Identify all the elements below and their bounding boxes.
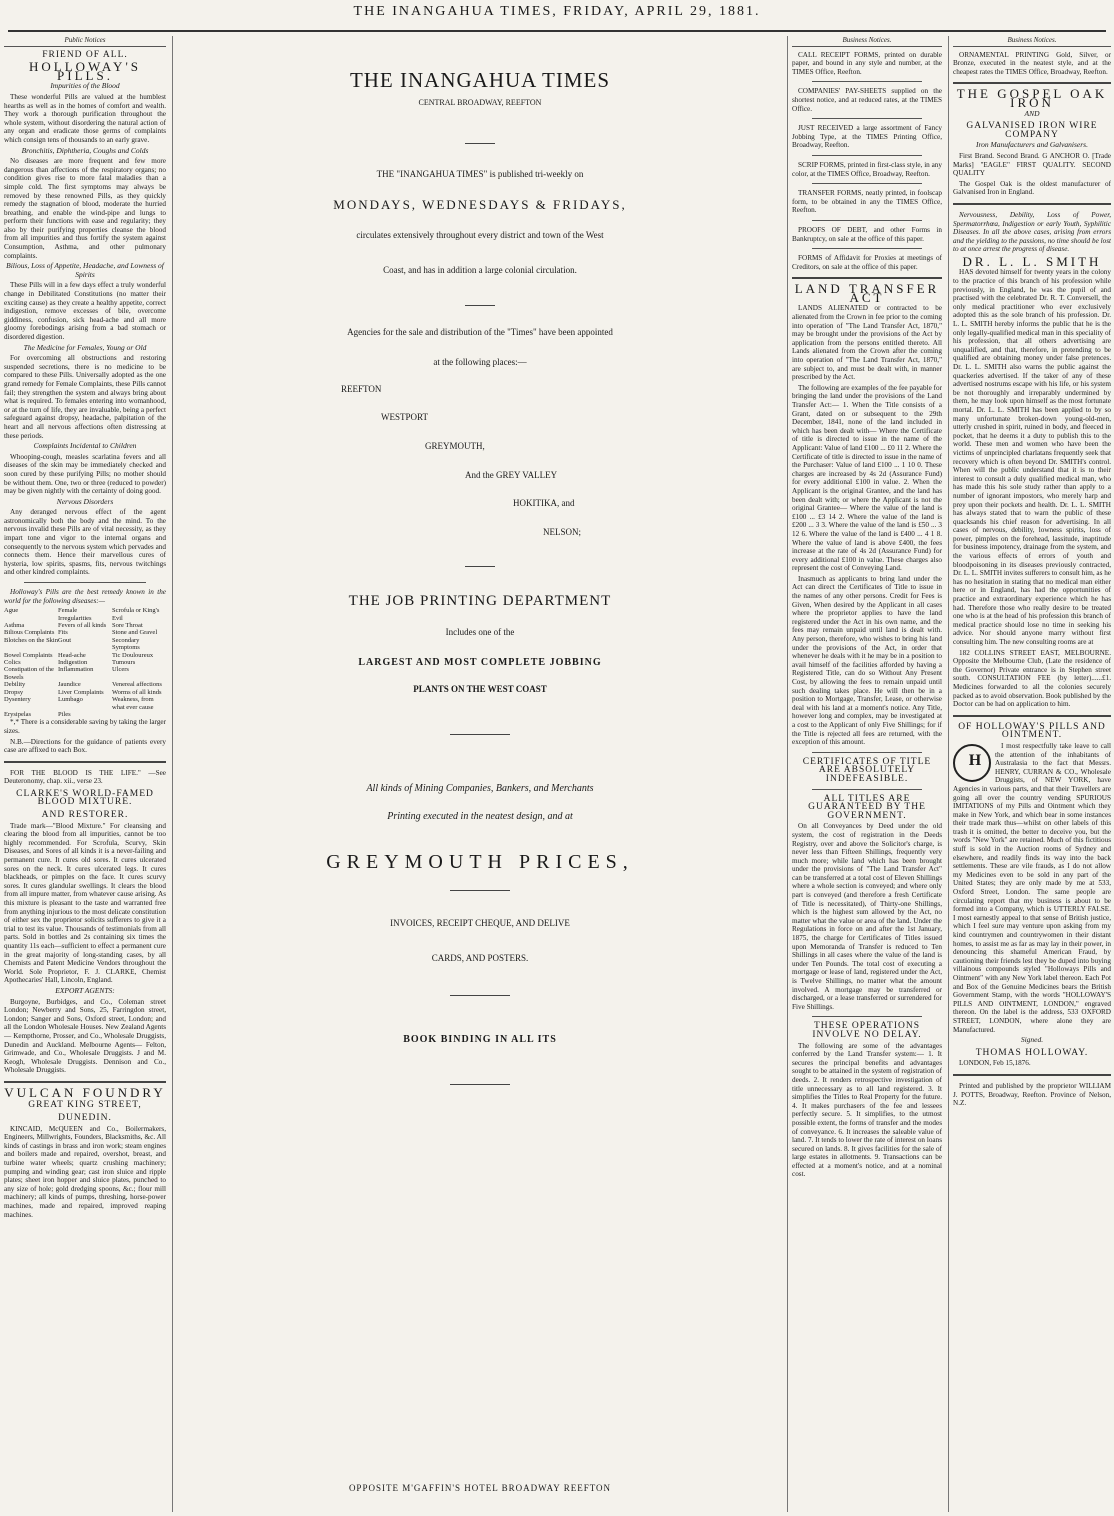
column-business-notices-right (948, 36, 1111, 1512)
largest-line: LARGEST AND MOST COMPLETE JOBBING (358, 656, 602, 668)
gospel-and: AND (1024, 108, 1040, 118)
disease-item: Worms of all kinds (112, 688, 162, 696)
note: N.B.—Directions for the guidance of patients every case are affixed to each Box. (4, 737, 166, 755)
holloway-caution-title: OF HOLLOWAY'S PILLS AND OINTMENT. (958, 721, 1106, 741)
place-item: REEFTON (341, 383, 382, 394)
paragraph: The Gospel Oak is the oldest manufacturer of Galvanised Iron in England. (953, 179, 1111, 197)
disease-item: Fits (58, 629, 68, 637)
disease-item: Scrofula or King's Evil (112, 607, 160, 622)
disease-item: Fevers of all kinds (58, 622, 107, 630)
invoices-line: INVOICES, RECEIPT CHEQUE, AND DELIVE (390, 918, 570, 929)
divider (450, 1084, 510, 1085)
disease-item: Female Irregularities (58, 607, 92, 622)
clarke-title: CLARKE'S WORLD-FAMED BLOOD MIXTURE. (16, 788, 154, 808)
trade-mark-logo-icon: H (953, 744, 991, 782)
paragraph: Whooping-cough, measles scarlatina fevers and all diseases of the skin may be immediately checked and soon cured by these purifying Pills; no mother should be without them. One, two or three (reduced to powder) may be given nightly with the certainty of doing good. (4, 452, 166, 496)
paragraph: 182 COLLINS STREET EAST, MELBOURNE. Opposite the Melbourne Club, (Late the residence of the Governor) Private entrance is in Stephen street south. CONSULTATION FEE (by letter)......£1. Medicines forwarded to all the colonies securely packed as to avoid observation. Book published by the Doctor can be had on application to him. (953, 648, 1111, 709)
divider (812, 248, 922, 249)
column-business-notices (792, 36, 942, 1512)
disease-item: Sore Throat (112, 622, 143, 630)
disease-item: Blotches on the Skin (4, 636, 58, 644)
notice: JUST RECEIVED a large assortment of Fancy Jobbing Type, at the TIMES Printing Office, Broadway, Reefton. (792, 124, 942, 150)
notice: CALL RECEIPT FORMS, printed on durable paper, and bound in any style and number, at the TIMES Office, Reefton. (792, 50, 942, 76)
divider (4, 761, 166, 763)
disease-item: Venereal affections (112, 681, 162, 689)
signed: Signed. (1020, 1035, 1044, 1045)
disease-item: Inflammation (58, 666, 94, 674)
notice: SCRIP FORMS, printed in first-class style, in any color, at the TIMES Office, Broadway, Reefton. (792, 160, 942, 178)
divider (812, 220, 922, 221)
divider (953, 203, 1111, 205)
gospel-subtitle: Iron Manufacturers and Galvanisers. (976, 140, 1088, 150)
notice: COMPANIES' PAY-SHEETS supplied on the shortest notice, and at reduced rates, at the TIMES Office. (792, 87, 942, 113)
column-public-notices (4, 36, 166, 1512)
disease-item: Debility (4, 681, 26, 689)
divider (450, 995, 510, 996)
disease-item: Head-ache (58, 651, 86, 659)
holloway-title: HOLLOWAY'S PILLS. (28, 59, 142, 83)
notice: ORNAMENTAL PRINTING Gold, Silver, or Bronze, executed in the neatest style, and at the cheapest rates the TIMES Office, Broadway, Reefton. (953, 50, 1111, 76)
paragraph: HAS devoted himself for twenty years in the colony to the practice of this branch of his profession while previously, in England, he was the pupil of and practised with the celebrated Dr. R. T. Conversell, the only medical practitioner who ever exclusively adopted this as the sole branch of his profession. Dr. L. L. SMITH hereby informs the public that he is the only legally-qualified medical man in this speciality of his profession, that all others advertising are unqualified, and that, therefore, in pretending to be qualified are obtaining money under false pretences. Dr. L. L. SMITH also warns the public against the quackeries advertised. If the taker of any of these advertised nostrums escape with his life, or his system be not thoroughly and irreparably undermined by them, he may look upon himself as the most fortunate mortal. Dr. L. L. SMITH has been applied to by so many unfortunate broken-down young-old-men, utterly crushed in spirit, ruined in body, and fleeced in pocket, that he deems it a duty to publish this to the world. These men and women who have been the victims of unprincipled charlatans frequently seek that recovery which is often beyond Dr. SMITH's control. When will the public understand that it is to their interest to consult a duly qualified medical man, who has made this his sole study rather than apply to a number of ignorant impostors, who merely harp and prey upon their pockets and health. Dr. L. L. SMITH has always stated that to warn the public of these quacksands his chief reason for advertising. In all cases of nervous, debility, lowness spirits, loss of power, pimples on the forehead, lassitude, inaptitude for business impotency, drainage from the system, and the various effects of errors of youth and bloodpoisoning in its diseases previously contracted, Dr. L. L. SMITH invites sufferers to consult him, as he has no hesitation in stating that no medical man either here or in England, has had the opportunities of practice and extraordinary experience which he has had. Therefore those who really desire to be treated one who is at the head of his profession this branch of medical practice should lose no time in seeking his advice. Nor should anyone marry without first consulting him. The new consulting rooms are at (953, 268, 1111, 646)
paper-address: CENTRAL BROADWAY, REEFTON (418, 97, 542, 107)
column-heading: Public Notices (4, 36, 166, 47)
sign-date: LONDON, Feb 15,1876. (959, 1059, 1031, 1068)
disease-list-intro: Holloway's Pills are the best remedy known in the world for the following diseases:— (4, 588, 166, 605)
paragraph: The following are some of the advantages conferred by the Land Transfer system:— 1. It secures the principal benefits and advantages sought to be attained in the system of registration of deeds. 2. It renders retrospective investigation of title unnecessary as to all land registered. 3. It simplifies the Titles to Real Property for the future. 4. It makes purchasers of the fee and lessees perfectly secure. 5. It simplifies, to the utmost possible extent, the forms of transfer and the modes of conveyance. 6. It increases the saleable value of land. 7. It tends to lower the rate of interest on loans secured on lands. 8. It gives facilities for the sale of large estates in allotments. 9. Transactions can be effected at a moment's notice, and at a nominal cost. (792, 1041, 942, 1179)
place-item: NELSON; (543, 526, 581, 537)
blood-title: FOR THE BLOOD IS THE LIFE." —See Deuteronomy, chap. xii., verse 23. (4, 768, 166, 786)
gospel-oak-title-2: GALVANISED IRON WIRE COMPANY (966, 121, 1098, 140)
divider (812, 155, 922, 156)
published-line: THE "INANGAHUA TIMES" is published tri-weekly on (376, 169, 584, 180)
divider (465, 566, 495, 567)
disease-item: Constipation of the Bowels (4, 666, 54, 681)
paragraph: These wonderful Pills are valued at the humblest hearths as well as in the homes of comfort and wealth. They work a thorough purification throughout the whole system, without disordering the natural action of any organ and eradicate those germs of complaints which consign tens of thousands to an early grave. (4, 92, 166, 144)
masthead: THE INANGAHUA TIMES, FRIDAY, APRIL 29, 1881. (353, 4, 761, 19)
signer: THOMAS HOLLOWAY. (975, 1047, 1089, 1058)
divider (812, 1016, 922, 1017)
place-item: HOKITIKA, and (513, 498, 575, 509)
paragraph: No diseases are more frequent and few more dangerous than affections of the respiratory organs; no condition gives rise to more fatal maladies than a simple cold. The first symptoms may always be removed by these renowned Pills, as they quickly remedy the stagnation of blood, moderate the hurried breathing, and enable the wind-pipe and lungs to perform their functions with ease and regularity; they also by their purifying properties cleanse the blood from all impurities and thus fortify the system against Consumption, Asthma, and other pulmonary complaints. (4, 157, 166, 260)
disease-item: Dysentery (4, 696, 31, 704)
note: *,* There is a considerable saving by taking the larger sizes. (4, 718, 166, 735)
paragraph: Burgoyne, Burbidges, and Co., Coleman street London; Newberry and Sons, 25, Farringdon street, London; Sanger and Sons, Oxford street, London; and all the London Wholesale Houses. New Zealand Agents— Kempthorne, Prosser, and Co., Wholesale Druggists, Dunedin and Auckland. Melbourne Agents— Felton, Grimwade, and Co., Wholesale Druggists. J and M. Keogh, Wholesale Druggists. Dennison and Co., Wholesale Druggists. (4, 997, 166, 1075)
divider (812, 789, 922, 790)
operations-title: THESE OPERATIONS INVOLVE NO DELAY. (812, 1021, 922, 1040)
printing-line: Printing executed in the neatest design, and at (387, 811, 573, 823)
divider (4, 1081, 166, 1083)
paragraph (953, 742, 1111, 1034)
disease-item: Bowel Complaints (4, 651, 53, 659)
paragraph: On all Conveyances by Deed under the old system, the cost of registration in the Deeds Registry, over and above the Solicitor's charge, is never less than Fifteen Shillings, frequently very much more; while land which has been brought under the provisions of "The Land Transfer Act" can be transferred at a total cost of Eleven Shillings where a whole section is conveyed; and where only part is conveyed (and therefore a fresh Certificate of Title is necessitated), of Thirty-one Shillings, which is the highest sum allowed by the Act, no matter what the value or area of the land. Under the Regulations in force on and after the 1st January, 1875, the charge for Certificates of Titles issued upon Memoranda of Transfer is reduced to Ten Shillings in all cases where the value of the land is under Ten Pounds. The total cost of executing a mortgage or lease of land, registered under the Act, is Twelve Shillings, no matter what the amount involved. A mortgage may be transferred or discharged, or a lease transferred or surrendered for Five Shillings. (792, 822, 942, 1011)
paragraph: These Pills will in a few days effect a truly wonderful change in Debilitated Constitutions (no matter their exciting cause) as they create a healthy appetite, correct indigestion, remove excesses of bile, overcome giddiness, confusion, sick head-ache and all more gloomy forebodings arising from a bad stomach or disordered digestion. (4, 281, 166, 341)
divider (953, 82, 1111, 84)
vulcan-street: GREAT KING STREET, (28, 1100, 142, 1111)
plants-line: PLANTS ON THE WEST COAST (413, 684, 547, 695)
disease-item: Lumbago (58, 696, 83, 704)
office-address-footer: OPPOSITE M'GAFFIN'S HOTEL BROADWAY REEFTON (348, 1483, 612, 1493)
smith-title: DR. L. L. SMITH (962, 253, 1102, 269)
land-transfer-title: LAND TRANSFER ACT (794, 281, 940, 305)
divider (812, 81, 922, 82)
divider (450, 734, 510, 735)
gospel-oak-title: THE GOSPEL OAK IRON (956, 86, 1108, 110)
disease-item: Stone and Gravel (112, 629, 158, 637)
paragraph: The following are examples of the fee payable for bringing the land under the provisions of the Land Transfer Act:— 1. When the Title consists of a Grant, dated on or subsequent to the 29th December, 1841, none of the land included in which has been dealt with— Where the Certificate of title is directed to issue in the name of the Applicant: Value of land £100 ... £0 11 2. Where the Certificate of title is directed to issue in the name of the Purchaser: Value of land £100 ... 1 10 0. These charges are increased by 4s 2d (Assurance Fund) for every additional £100 in value. 2. When the Applicant is the original Grantee, and the land has been dealt with; or where the Applicant is not the original Grantee— Where the value of the land is £100 ... £3 14 2. Where the value of the land is £200 ... 3 3. Where the value of the land is £50 ... 3 12 6. Where the value of the land is £400 ... 4 1 8. Where the value of land is above £400, the fees increase at the rate of 4s 2d (Assurance Fund) for every additional £100 in value. These charges also represent the cost of Conveying Land. (792, 383, 942, 573)
vulcan-title: VULCAN FOUNDRY (4, 1084, 166, 1100)
divider (953, 715, 1111, 717)
divider (812, 118, 922, 119)
restorer-title: AND RESTORER. (41, 810, 129, 821)
disease-item: Ulcers (112, 666, 129, 674)
holloway-caution-text: I most respectfully take leave to call the attention of the inhabitants of Australasia to the fact that Messrs. HENRY, CURRAN & CO., Wholesale Druggists, of NEW YORK, have Agencies in various parts, and that their Travellers are going all over the country vending SPURIOUS IMITATIONS of my Pills and Ointment which they make in New York, and which bear in some instances their trade mark thus—whilst on other labels of this trash it is omitted, the better to deceive you, but the words "New York" are retained. Much of this fictitious stuff is sold in the Auction rooms of Sydney and elsewhere, and readily finds its way into the back settlements. These are vile frauds, as I do not allow my Medicines even to be sold in any part of the United States; they are only made by me at 533, Oxford Street, London. The same people are circulating report that my business is about to be formed into a Company, which is UTTERLY FALSE. I most earnestly appeal to that sense of British justice, which I feel sure may venture upon asking from my kind countrymen and countrywomen in their distant homes, to assist me as far as may lay in their power, in denouncing this shameful American Fraud, by cautioning their friends lest they be duped into buying villainous compounds styled "Holloways Pills and Ointment" with any New York label thereon. Each Pot and Box of the Genuine Medicines bears the British Government Stamp, with the words "HOLLOWAY'S PILLS AND OINTMENT, LONDON," engraved thereon. On the label is the address, 533 OXFORD STREET, LONDON, where alone they are Manufactured. (953, 741, 1111, 1034)
job-printing-title: THE JOB PRINTING DEPARTMENT (348, 593, 612, 610)
disease-item: Weakness, from what ever cause (112, 696, 154, 711)
divider (792, 277, 942, 279)
disease-item: Secondary Symptoms (112, 636, 140, 652)
column-times-notice (172, 36, 788, 1512)
disease-item: Liver Complaints (58, 688, 104, 696)
subhead-nervous: Nervous Disorders (56, 496, 114, 506)
publication-days: MONDAYS, WEDNESDAYS & FRIDAYS, (333, 196, 627, 212)
notice: TRANSFER FORMS, neatly printed, in foolscap form, to be obtained in any the TIMES Office, Reefton. (792, 189, 942, 215)
divider (450, 890, 510, 891)
column-heading: Business Notices. (953, 36, 1111, 47)
disease-item: Ague (4, 607, 19, 615)
friend-heading: FRIEND OF ALL. (42, 49, 128, 60)
disease-item: Piles (58, 710, 71, 718)
paragraph: Trade mark—"Blood Mixture." For cleansing and clearing the blood from all impurities, cannot be too highly recommended. For Scrofula, Scurvy, Skin Diseases, and Sores of all kinds it is a never-failing and permanent cure. It cures old sores. It cures ulcerated sores on the neck. It cures ulcerated legs. It cures blackheads, or pimples on the face. It cures scurvy sores. It cures glandular swellings. It clears the blood from all impure matter, from whatever cause arising. As this mixture is pleasant to the taste and warranted free from anything injurious to the most delicate constitution of either sex the proprietor solicits sufferers to give it a trial to test its value. Thousands of testimonials from all parts. Sold in bottles and 2s containing six times the quantity 11s each—sufficient to effect a permanent cure in the great majority of long-standing cases, by all Chemists and Patent Medicine Vendors throughout the World. Sole Proprietor, F. J. CLARKE, Chemist Apothecaries' Hall, Lincoln, England. (4, 821, 166, 985)
subhead-agents: EXPORT AGENTS: (55, 985, 115, 995)
disease-item: Bilious Complaints (4, 629, 55, 637)
circulation-line: circulates extensively throughout every district and town of the West (356, 230, 604, 241)
includes-line: Includes one of the (445, 626, 515, 637)
paragraph: Nervousness, Debility, Loss of Power, Spermatorrhœa, Indigestion or early Youth, Syphilitic Diseases. In all the above cases, arising from errors and the yielding to the passions, no time should be lost to at once arrest the progress of disease. (953, 210, 1111, 254)
divider (812, 183, 922, 184)
subhead-impurities: Impurities of the Blood (50, 81, 120, 91)
vulcan-city: DUNEDIN. (58, 1113, 112, 1124)
paragraph: For overcoming all obstructions and restoring suspended secretions, there is no medicine to be compared to these Pills. Universally adopted as the one grand remedy for Female Complaints, these Pills cannot fail; they strengthen the system and always bring about what is required. To females entering into womanhood, or at the turn of life, they are invaluable, being a perfect safeguard against dropsy, headache, palpitation of the heart and all nervous affections often distressing at these periods. (4, 354, 166, 440)
subhead-bronchitis: Bronchitis, Diphtheria, Coughs and Colds (21, 145, 149, 155)
disease-item: Tumours (112, 659, 136, 667)
paper-title: THE INANGAHUA TIMES (349, 68, 611, 92)
coast-line: Coast, and has in addition a large colonial circulation. (383, 264, 577, 275)
disease-item: Jaundice (58, 681, 81, 689)
disease-list (4, 607, 166, 718)
cards-line: CARDS, AND POSTERS. (431, 953, 529, 964)
divider (812, 752, 922, 753)
disease-item: Tic Douloureux (112, 651, 154, 659)
all-kinds-line: All kinds of Mining Companies, Bankers, and Merchants (366, 782, 594, 794)
disease-item: Dropsy (4, 688, 24, 696)
divider (465, 305, 495, 306)
guarantee-title: ALL TITLES ARE GUARANTEED BY THE GOVERNMENT. (808, 793, 926, 821)
paragraph: Any deranged nervous effect of the agent astronomically both the body and the mind. To the nervous invalid these Pills are of vital necessity, as they impart tone and vigor to the internal organs and consequently to the nervous system which pervades and connects them. Hence their marvellous cures of hysteria, low spirits, spasms, fits, nervous twitchings and other kindred complaints. (4, 508, 166, 577)
notice: PROOFS OF DEBT, and other Forms in Bankruptcy, on sale at the office of this paper. (792, 225, 942, 243)
agencies-line: Agencies for the sale and distribution of the "Times" have been appointed (347, 326, 613, 337)
divider (465, 143, 495, 144)
masthead-rule (8, 30, 1106, 32)
paragraph: LANDS ALIENATED or contracted to be alienated from the Crown in fee prior to the coming into operation of "The Land Transfer Act, 1870," may be brought under the provisions of the Act by application from the persons entitled thereto. All Lands alienated from the Crown after the coming into operation of "The Land Transfer Act, 1870," are subject to, and must be dealt with, in manner prescribed by the Act. (792, 304, 942, 382)
place-item: GREYMOUTH, (425, 440, 485, 451)
disease-item: Erysipelas (4, 710, 32, 718)
subhead-bilious: Bilious, Loss of Appetite, Headache, and Lowness of Spirits (6, 261, 164, 279)
subhead-children: Complaints Incidental to Children (33, 441, 137, 451)
greymouth-prices: GREYMOUTH PRICES, (326, 850, 634, 873)
disease-item: Gout (58, 636, 71, 644)
disease-item: Colics (4, 659, 21, 667)
paragraph: KINCAID, McQUEEN and Co., Boilermakers, Engineers, Millwrights, Founders, Blacksmiths, &c. All kinds of castings in brass and iron work; steam engines and boilers made and repaired, overshot, breast, and turbine water wheels; quartz crushing machinery; pumping and winding gear; cast iron sluice and ripple plates; sheet iron hopper and sluice plates, punched to any size of hole; gold dredging spoons, &c.; flour mill machinery; all kinds of pumps, threshing, horse-power machines, made and repaired, improved reaping machines. (4, 1124, 166, 1219)
brands: First Brand. Second Brand. G ANCHOR O. [Trade Marks] "EAGLE" FIRST QUALITY. SECOND QUALITY (953, 151, 1111, 178)
column-heading: Business Notices. (792, 36, 942, 47)
place-item: And the GREY VALLEY (465, 469, 558, 480)
disease-item: Indigestion (58, 659, 88, 667)
paragraph: Inasmuch as applicants to bring land under the Act can direct the Certificates of Title to issue in the names of any other persons. Credit for Fees is Given, When desired by the Applicant in all cases where the proprietor applies to have the land registered under the Act in his own name, and the fees may remain unpaid until land is dealt with. Any person, therefore, who wishes to bring his land under the provisions of the Act, in order that whenever he deals with it he may be in a position to avail himself of the facilities afforded by having a Registered Title, can do so Without Any Present Cost, by allowing the fees to remain unpaid until such dealing takes place. He will then be in a position to Mortgage, Transfer, Lease, or otherwise deal with his land at a moment's notice. Any Title, however long and complex, may be investigated at a cost to the Applicant of only Five Shillings; for if the Title is rejected all fees are returned, with the exception of this amount. (792, 574, 942, 747)
disease-item: Asthma (4, 622, 25, 630)
divider (953, 1074, 1111, 1076)
binding-line: BOOK BINDING IN ALL ITS (403, 1033, 557, 1045)
divider (24, 582, 146, 583)
printer-imprint: Printed and published by the proprietor WILLIAM J. POTTS, Broadway, Reefton. Province of Nelson, N.Z. (953, 1081, 1111, 1108)
certificates-title: CERTIFICATES OF TITLE ARE ABSOLUTELY INDEFEASIBLE. (802, 756, 932, 784)
notice: FORMS of Affidavit for Proxies at meetings of Creditors, on sale at the office of this paper. (792, 254, 942, 271)
places-intro: at the following places:— (433, 357, 527, 368)
place-item: WESTPORT (381, 412, 428, 423)
subhead-females: The Medicine for Females, Young or Old (23, 342, 147, 352)
